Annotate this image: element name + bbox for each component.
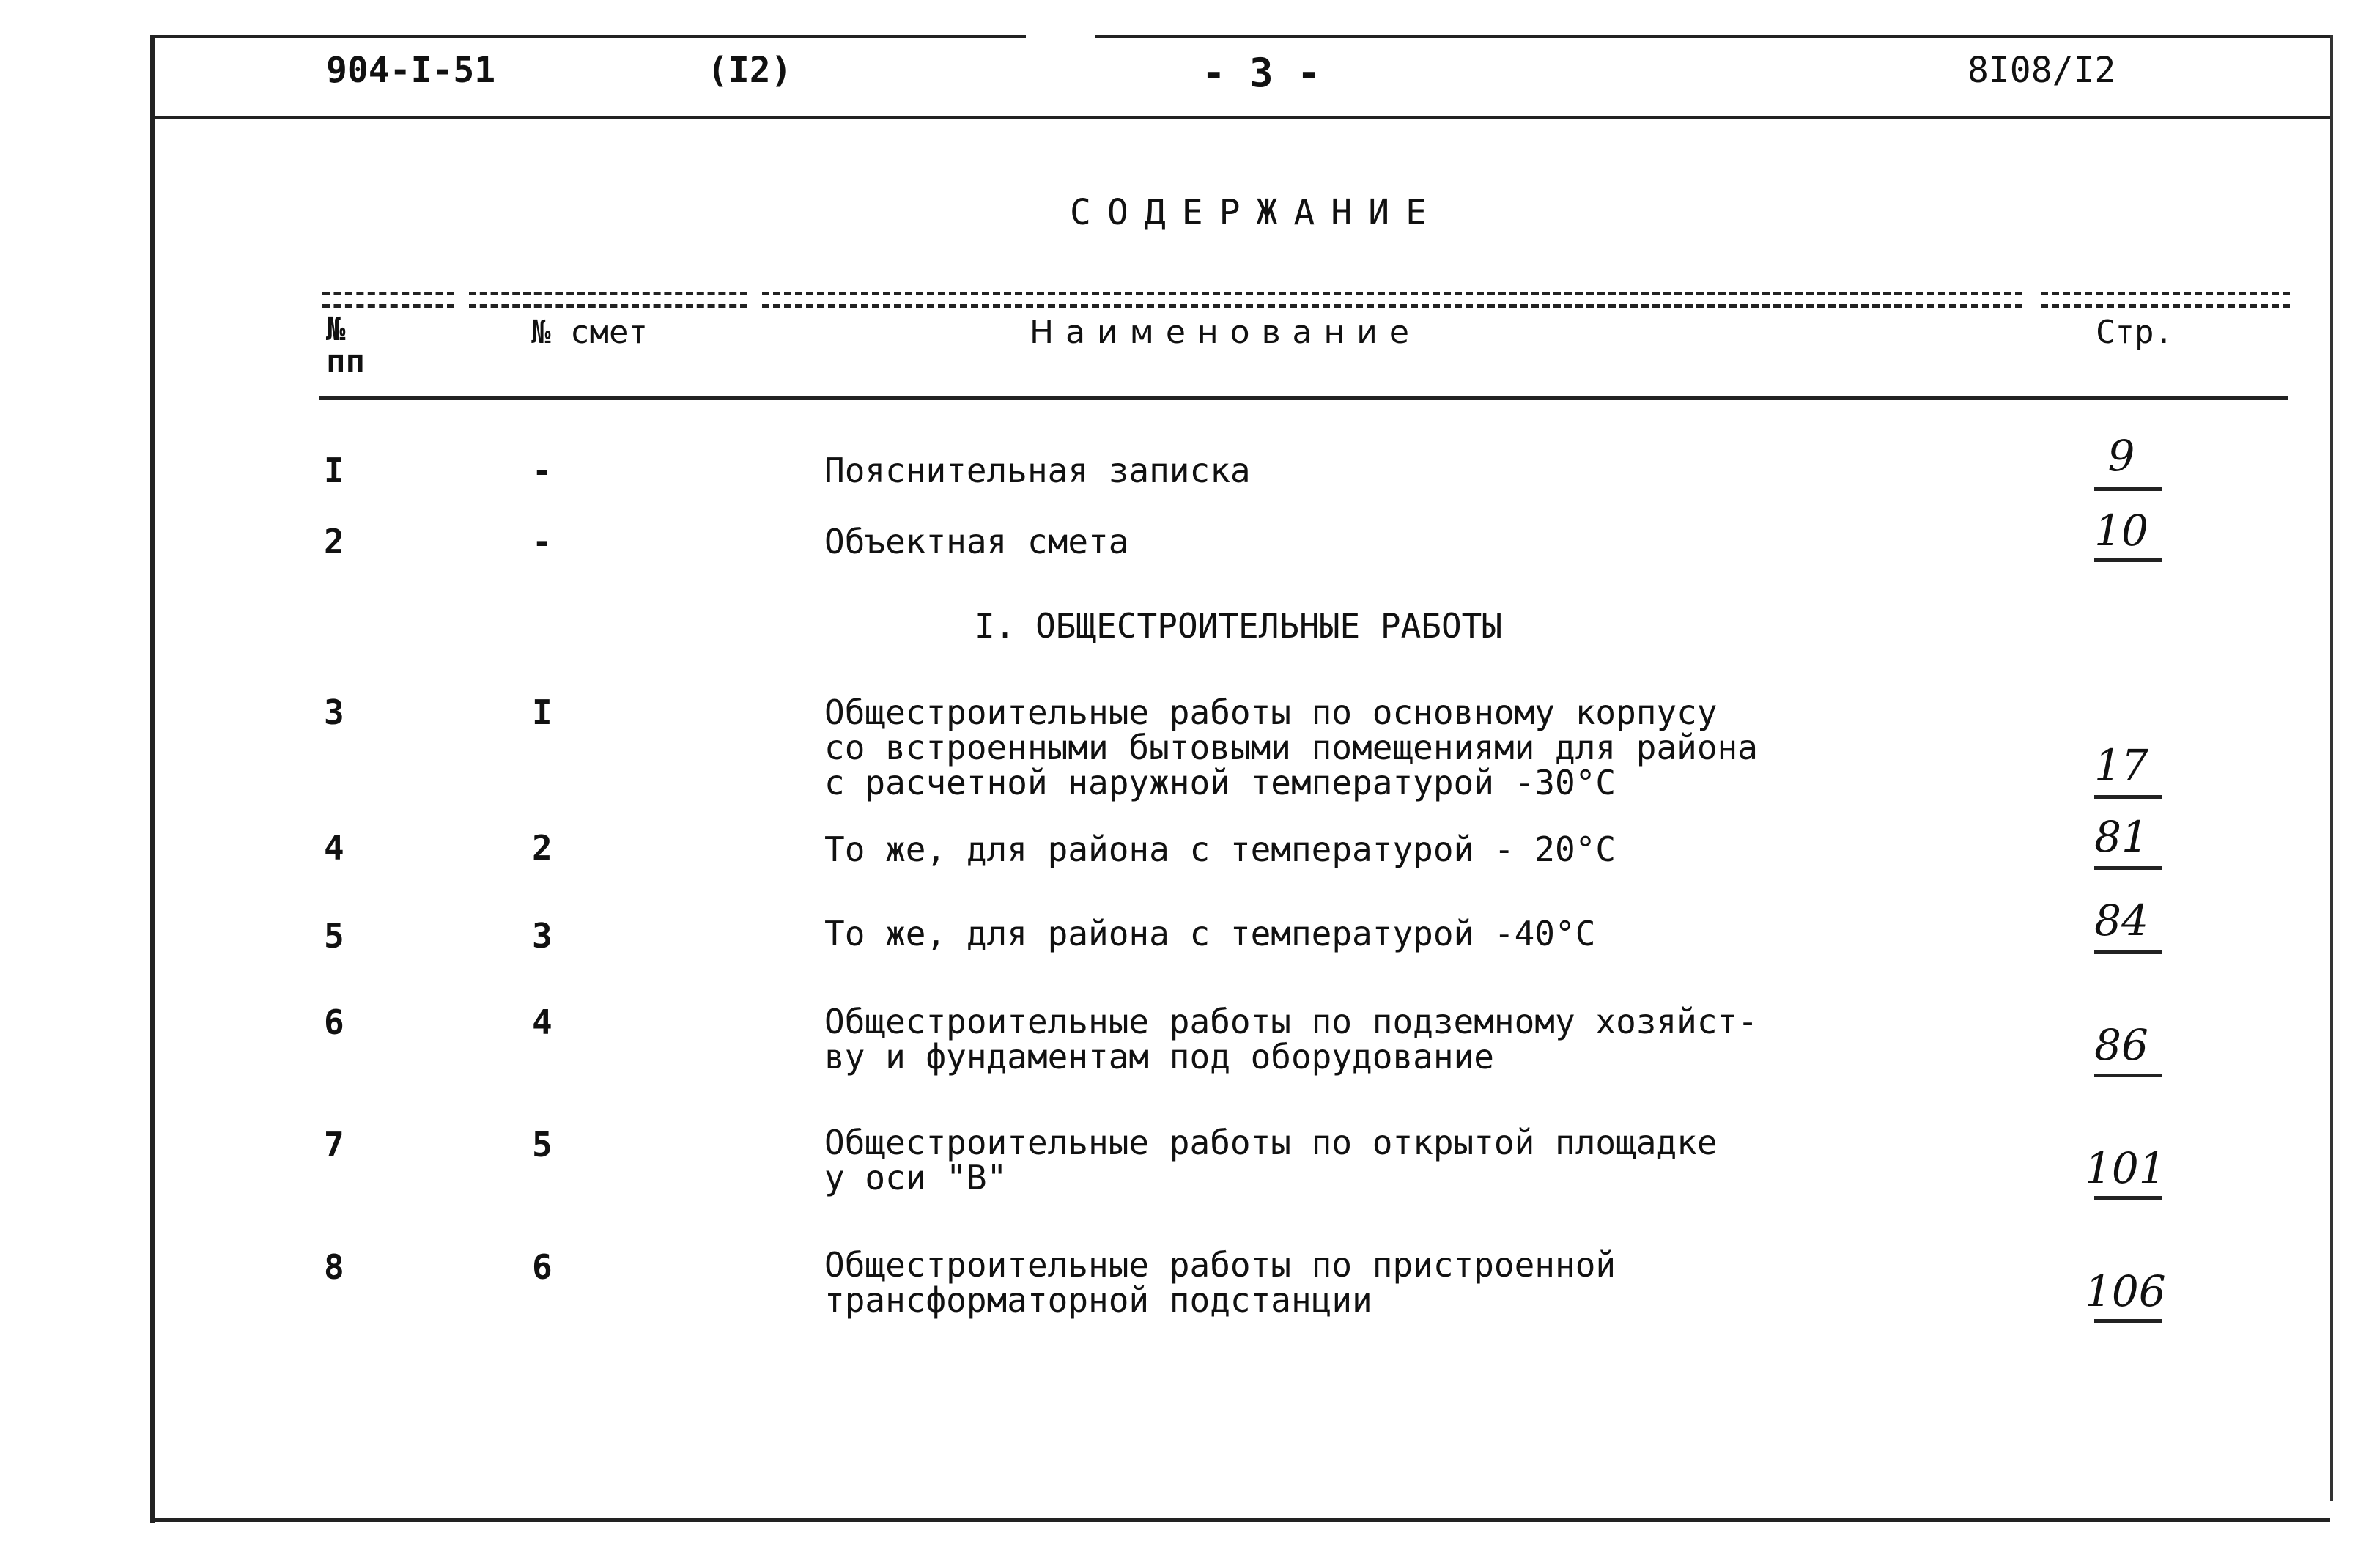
frame-top-gap (1026, 32, 1095, 41)
row-name-line: То же, для района с температурой - 20°C (824, 830, 1616, 869)
frame-top-border (150, 35, 2330, 38)
row-num: I (324, 451, 344, 490)
row-page: 84 (2094, 896, 2148, 945)
document-code: 8I08/I2 (1967, 50, 2116, 91)
row-num: 7 (324, 1125, 344, 1164)
page-number: - 3 - (1202, 50, 1321, 96)
row-smet: 5 (532, 1125, 552, 1164)
frame-right-border (2330, 35, 2333, 1501)
page-underline (2094, 795, 2162, 799)
row-smet: 3 (532, 916, 552, 956)
row-smet: - (532, 451, 552, 490)
row-num: 2 (324, 522, 344, 561)
row-name-line: Общестроительные работы по пристроенной (824, 1245, 1616, 1285)
row-smet: 2 (532, 828, 552, 868)
page-underline (2094, 950, 2162, 954)
row-num: 4 (324, 828, 344, 868)
row-page: 10 (2094, 506, 2148, 555)
row-page: 9 (2107, 431, 2135, 481)
row-name-line: ву и фундаментам под оборудование (824, 1037, 1494, 1077)
frame-bottom-border (150, 1518, 2330, 1522)
row-page: 17 (2094, 740, 2148, 790)
page-underline (2094, 487, 2162, 491)
row-page: 106 (2085, 1266, 2166, 1316)
project-number: 904-I-51 (326, 50, 496, 91)
row-name-line: Общестроительные работы по открытой площадке (824, 1123, 1718, 1162)
row-name-line: Общестроительные работы по основному корпусу (824, 693, 1718, 732)
row-smet: 4 (532, 1003, 552, 1042)
row-name-line: То же, для района с температурой -40°C (824, 914, 1596, 953)
header-rule (152, 116, 2330, 119)
row-page: 101 (2085, 1143, 2166, 1193)
frame-left-border (150, 35, 155, 1523)
page-underline (2094, 558, 2162, 562)
row-num: 5 (324, 916, 344, 956)
row-name-line: трансформаторной подстанции (824, 1280, 1372, 1320)
page-title: СОДЕРЖАНИЕ (1070, 192, 1443, 233)
volume-number: (I2) (707, 50, 792, 91)
row-name-line: Пояснительная записка (824, 451, 1251, 490)
column-header-num: № пп (326, 311, 365, 380)
page-underline (2094, 1319, 2162, 1323)
table-top-rule (762, 292, 2022, 308)
row-name-line: у оси "В" (824, 1158, 1008, 1197)
table-top-rule (322, 292, 454, 308)
row-name-line: со встроенными бытовыми помещениями для района (824, 728, 1758, 767)
page-underline (2094, 866, 2162, 870)
row-num: 8 (324, 1247, 344, 1287)
page-underline (2094, 1074, 2162, 1077)
row-smet: - (532, 522, 552, 561)
row-page: 81 (2094, 812, 2148, 862)
table-top-rule (2041, 292, 2290, 308)
row-num: 6 (324, 1003, 344, 1042)
section-title: I. ОБЩЕСТРОИТЕЛЬНЫЕ РАБОТЫ (975, 606, 1503, 646)
table-top-rule (469, 292, 747, 308)
row-name-line: Объектная смета (824, 522, 1129, 561)
table-header-rule (319, 396, 2288, 400)
page-underline (2094, 1196, 2162, 1200)
row-name-line: Общестроительные работы по подземному хозяйст- (824, 1002, 1758, 1041)
column-header-smet: № смет (531, 314, 648, 351)
row-name-line: с расчетной наружной температурой -30°C (824, 763, 1616, 802)
column-header-name: Наименование (1030, 314, 1421, 351)
column-header-page: Стр. (2096, 314, 2173, 351)
row-num: 3 (324, 693, 344, 732)
row-smet: I (532, 693, 552, 732)
row-smet: 6 (532, 1247, 552, 1287)
row-page: 86 (2094, 1020, 2148, 1070)
